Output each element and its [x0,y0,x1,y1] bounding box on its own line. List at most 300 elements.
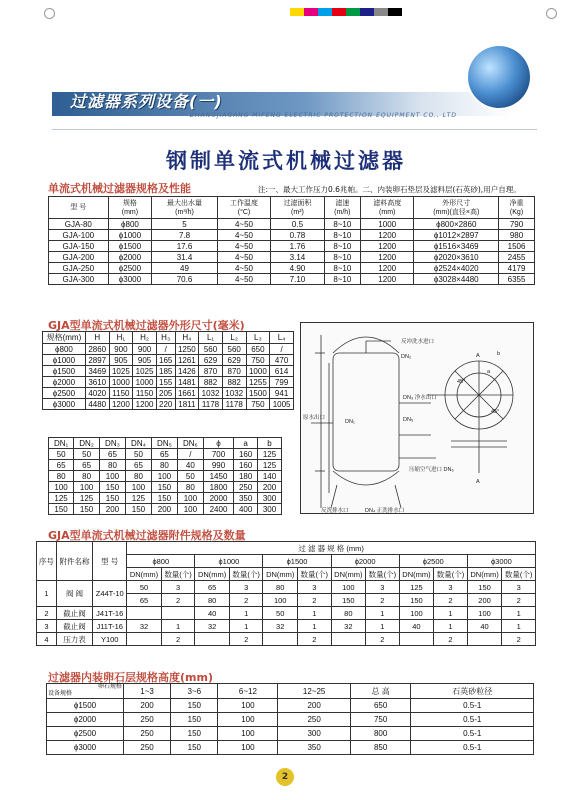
table-cell: 50 [49,449,74,460]
table-cell: 150 [49,504,74,515]
table-cell: 200 [258,482,282,493]
table-cell: 3469 [85,366,109,377]
section-title-specs: 单流式机械过滤器规格及性能 [48,182,191,195]
table-cell: 700 [203,449,233,460]
table-cell: 50 [177,471,203,482]
table-cell: 规格(mm) [43,332,86,344]
table-cell: 最大出水量 (m³/h) [152,197,218,219]
table-cell [331,633,366,646]
table-cell: DN₃ [99,438,125,449]
table-cell: 1200 [360,252,413,263]
table-cell: 100 [151,471,177,482]
filter-diagram [300,322,534,514]
table-row [49,230,535,241]
table-cell: 350 [278,741,351,755]
table-cell: 40 [399,620,434,633]
table-cell: 1 [502,620,536,633]
table-cell: 1 [229,620,263,633]
table-cell: ϕ1000 [43,355,86,366]
table-cell: 50 [263,607,298,620]
table-cell: 1000 [109,377,133,388]
table-cell: 150 [125,504,151,515]
table-cell: H₄ [175,332,199,344]
table-cell: DN₂ [74,438,100,449]
table-cell: ϕ3000 [108,274,152,285]
table-cell: 100 [399,607,434,620]
table-row [49,274,535,285]
table-cell: DN₄ [125,438,151,449]
diagram-label-b: b [497,351,501,357]
table-cell: ϕ1500 [47,699,124,713]
table-cell: ϕ2500 [43,388,86,399]
table-cell: a [234,438,258,449]
table-cell: 150 [171,713,218,727]
table-cell: L₁ [199,332,223,344]
table-cell: H₃ [156,332,175,344]
table-cell: ϕ800×2860 [414,219,499,230]
table-cell: 100 [218,741,278,755]
table-row [49,263,535,274]
table-cell: ϕ3000 [467,555,535,568]
table-cell: 470 [270,355,294,366]
table-cell: 49 [152,263,218,274]
table-cell: Y100 [93,633,127,646]
table-cell: 650 [246,344,270,355]
table-cell: 1025 [133,366,157,377]
table-cell: 980 [499,230,535,241]
table-cell: 外形尺寸 (mm)(直径×高) [414,197,499,219]
table-cell: 80 [331,607,366,620]
table-cell: 1250 [175,344,199,355]
table-cell: 3 [502,581,536,594]
table-cell: ϕ800 [127,555,195,568]
table-cell: 1800 [203,482,233,493]
table-cell: 205 [156,388,175,399]
table-cell: 150 [151,493,177,504]
table-cell: GJA-150 [49,241,109,252]
table-cell: DN(mm) [263,568,298,581]
table-cell: ϕ2020×3610 [414,252,499,263]
diagram-label-dn1: DN₁ [345,419,355,425]
table-cell: L₄ [270,332,294,344]
table-cell: 压力表 [56,633,92,646]
section-title-dimensions: GJA型单流式机械过滤器外形尺寸(毫米) [48,319,245,332]
table-cell: ϕ1000 [108,230,152,241]
table-cell: 1255 [246,377,270,388]
table-cell: 250 [123,713,170,727]
table-row [49,482,282,493]
table-cell: 4 [37,633,57,646]
table-row [49,252,535,263]
diagram-label-a-bottom: A [476,479,480,485]
table-cell: 1811 [175,399,199,410]
table-row [49,449,282,460]
table-cell [263,633,298,646]
table-row [37,542,536,555]
table-cell: 阀 阀 [56,581,92,607]
table-cell: 8~10 [324,241,360,252]
table-cell: 6~12 [218,684,278,699]
diagram-label-air-inlet: 压缩空气进口 DN₆ [409,467,454,473]
table-cell: DN(mm) [467,568,502,581]
nozzle-table [48,437,282,515]
table-cell: ϕ800 [43,344,86,355]
table-cell: 1000 [246,366,270,377]
table-cell: 125 [399,581,434,594]
table-cell: 1200 [360,263,413,274]
table-cell: 附件名称 [56,542,92,581]
table-cell: 65 [74,460,100,471]
table-cell: 750 [246,399,270,410]
table-cell: 750 [246,355,270,366]
table-cell: 250 [234,482,258,493]
table-corner [47,684,124,699]
table-row [43,377,294,388]
table-cell: 80 [99,460,125,471]
table-cell: 185 [156,366,175,377]
table-row [49,460,282,471]
table-cell: 560 [199,344,223,355]
table-cell: DN₁ [49,438,74,449]
table-cell: 0.5-1 [411,727,534,741]
filter-drawing [301,323,535,515]
table-cell: 7.10 [271,274,324,285]
table-cell: 2860 [85,344,109,355]
table-cell: 1032 [222,388,246,399]
diagram-label-raw-water-outlet: 原水出口 [303,415,326,421]
table-row [49,471,282,482]
table-cell: 50 [74,449,100,460]
table-cell: 4~50 [217,274,270,285]
table-cell: 4~50 [217,219,270,230]
table-cell: 80 [49,471,74,482]
table-cell: 125 [258,449,282,460]
table-row [47,713,534,727]
table-cell: 80 [125,471,151,482]
table-cell: 250 [123,741,170,755]
table-cell: 100 [263,594,298,607]
table-cell: DN(mm) [127,568,162,581]
table-cell: DN₆ [177,438,203,449]
table-cell: 300 [258,504,282,515]
table-cell: ϕ2524×4020 [414,263,499,274]
table-cell: 990 [203,460,233,471]
table-cell: 32 [331,620,366,633]
table-cell: 1481 [175,377,199,388]
table-cell [161,607,195,620]
table-cell: 1 [297,607,331,620]
table-cell: 2 [229,633,263,646]
table-cell: 6355 [499,274,535,285]
table-row [43,388,294,399]
table-cell: 65 [49,460,74,471]
table-cell: 1150 [133,388,157,399]
table-cell: 4~50 [217,241,270,252]
table-cell: 1005 [270,399,294,410]
table-cell: DN(mm) [331,568,366,581]
table-cell: 40 [467,620,502,633]
table-cell: 180 [234,471,258,482]
table-cell: 石英砂粒径 [411,684,534,699]
table-cell: ϕ1516×3469 [414,241,499,252]
table-cell: ϕ [203,438,233,449]
table-cell: / [177,449,203,460]
specs-note: 注:一、最大工作压力0.6兆帕。二、内装卵石垫层及滤料层(石英砂),用户自理。 [258,185,521,194]
table-cell: 8~10 [324,252,360,263]
table-cell: 300 [258,493,282,504]
table-cell: 905 [133,355,157,366]
table-row [43,355,294,366]
table-cell: 工作温度 (°C) [217,197,270,219]
table-cell: 80 [177,482,203,493]
table-row [37,620,536,633]
diagram-label-clean-water-outlet: DN₃ 净水出口 [403,395,437,401]
table-row [43,332,294,344]
corner-bottom-label: 设备规格 [48,691,73,697]
table-cell: 1 [434,607,468,620]
table-row [37,607,536,620]
table-cell: 870 [199,366,223,377]
table-cell: 型 号 [93,542,127,581]
table-cell: 50 [125,449,151,460]
table-cell: 8~10 [324,230,360,241]
table-cell: GJA-300 [49,274,109,285]
table-cell: 型 号 [49,197,109,219]
table-cell: 65 [127,594,162,607]
table-row [49,219,535,230]
table-cell: 4.90 [271,263,324,274]
table-cell: 1 [366,620,400,633]
table-cell: 150 [171,727,218,741]
table-cell: 3 [37,620,57,633]
table-cell: 80 [74,471,100,482]
table-cell: 882 [222,377,246,388]
table-cell: 1200 [360,274,413,285]
table-cell: 2 [434,594,468,607]
table-cell: 65 [151,449,177,460]
table-cell: 1032 [199,388,223,399]
table-cell: 140 [258,471,282,482]
table-cell: 150 [99,493,125,504]
table-cell: 100 [177,493,203,504]
table-cell: 4~50 [217,252,270,263]
table-cell: 数量(个) [161,568,195,581]
page-title: 钢制单流式机械过滤器 [166,148,406,173]
gravel-table [46,683,534,755]
table-cell: 125 [258,460,282,471]
diagram-label-angle-2: 45° [491,409,500,415]
table-cell: 8~10 [324,219,360,230]
table-cell: 750 [350,713,411,727]
table-cell: 4~50 [217,263,270,274]
dimensions-table [42,331,294,410]
table-cell [127,607,162,620]
table-cell: 数量(个) [366,568,400,581]
table-cell: 100 [125,482,151,493]
table-cell: 1150 [109,388,133,399]
table-cell: ϕ3000 [47,741,124,755]
table-cell: 400 [234,504,258,515]
table-cell: 31.4 [152,252,218,263]
table-row [47,684,534,699]
table-cell: 100 [218,727,278,741]
table-cell: GJA-80 [49,219,109,230]
table-cell: 规格 (mm) [108,197,152,219]
table-cell: ϕ2000 [108,252,152,263]
table-cell: 870 [222,366,246,377]
table-cell: 净重 (Kg) [499,197,535,219]
table-cell: L₂ [222,332,246,344]
table-cell: 4020 [85,388,109,399]
table-row [43,399,294,410]
table-cell: 3 [297,581,331,594]
table-cell: 614 [270,366,294,377]
table-cell: 1 [297,620,331,633]
table-cell: 2897 [85,355,109,366]
table-cell: 850 [350,741,411,755]
table-cell: ϕ1500 [43,366,86,377]
table-cell: 1200 [360,241,413,252]
table-cell: ϕ2000 [43,377,86,388]
table-cell: 1426 [175,366,199,377]
table-cell: ϕ2500 [108,263,152,274]
table-cell: 65 [195,581,230,594]
table-cell: 100 [99,471,125,482]
table-cell: 0.5-1 [411,713,534,727]
table-cell: 2 [502,594,536,607]
table-cell: 2 [434,633,468,646]
table-cell: 0.78 [271,230,324,241]
table-cell: 799 [270,377,294,388]
table-cell: 165 [156,355,175,366]
table-row [37,633,536,646]
table-cell: 1450 [203,471,233,482]
table-cell: DN(mm) [195,568,230,581]
table-cell: 100 [49,482,74,493]
page-number: 2 [276,768,294,786]
table-cell: 2 [366,633,400,646]
table-cell: H₂ [133,332,157,344]
table-cell [195,633,230,646]
table-cell: 1200 [360,230,413,241]
table-cell: 1500 [246,388,270,399]
specs-table [48,196,535,285]
registration-mark [546,8,557,19]
table-cell: 350 [234,493,258,504]
table-cell: 2400 [203,504,233,515]
table-row [49,493,282,504]
table-cell: ϕ2500 [399,555,467,568]
diagram-label-a-small: a [487,369,491,375]
table-cell: 4480 [85,399,109,410]
diagram-label-rinse-drain: DN₄ 正洗排水口 [365,508,405,514]
table-cell: 155 [156,377,175,388]
table-cell: ϕ2000 [47,713,124,727]
banner-subtitle: ZHANGJIAGANG MIFENG ELECTRIC PROTECTION EQUIPMENT CO., LTD [190,112,457,119]
table-row [43,344,294,355]
table-cell: 1025 [109,366,133,377]
table-cell: 125 [125,493,151,504]
table-cell: 截止阀 [56,620,92,633]
table-cell: 序号 [37,542,57,581]
table-cell: 40 [177,460,203,471]
table-cell: 1 [434,620,468,633]
table-cell: 8~10 [324,274,360,285]
table-cell: 3 [366,581,400,594]
table-cell: 3610 [85,377,109,388]
table-cell: 2 [229,594,263,607]
diagram-label-dn5: DN₅ [403,417,414,423]
table-cell: 2 [502,633,536,646]
table-cell: 1506 [499,241,535,252]
table-cell: 1200 [133,399,157,410]
table-cell: 150 [467,581,502,594]
table-cell: 70.6 [152,274,218,285]
table-cell: GJA-250 [49,263,109,274]
table-cell: 1 [161,620,195,633]
table-cell: 0.5 [271,219,324,230]
table-row [49,504,282,515]
table-cell: b [258,438,282,449]
table-cell: 100 [331,581,366,594]
table-cell [127,633,162,646]
table-cell: 1.76 [271,241,324,252]
table-cell: 1 [37,581,57,607]
table-cell: 100 [74,482,100,493]
table-cell: 220 [156,399,175,410]
table-cell: 250 [278,713,351,727]
table-cell: J11T-16 [93,620,127,633]
diagram-label-backwash-drain: 反洗排水口 [321,508,349,514]
table-cell: 2455 [499,252,535,263]
table-cell: 100 [218,699,278,713]
table-cell: 150 [331,594,366,607]
table-cell: 160 [234,460,258,471]
table-cell: 150 [399,594,434,607]
table-cell: 200 [123,699,170,713]
table-cell: 2000 [203,493,233,504]
registration-mark [44,8,55,19]
table-cell: 数量(个) [229,568,263,581]
table-row [47,727,534,741]
table-cell: 300 [278,727,351,741]
table-cell: 滤速 (m/h) [324,197,360,219]
table-cell: 905 [109,355,133,366]
table-cell: 65 [125,460,151,471]
table-cell: GJA-200 [49,252,109,263]
banner-title: 过滤器系列设备(一) [70,92,223,111]
table-cell: 150 [99,482,125,493]
table-cell: 32 [263,620,298,633]
table-cell: 200 [151,504,177,515]
table-row [43,366,294,377]
table-cell: 滤料高度 (mm) [360,197,413,219]
table-row [49,241,535,252]
table-cell: 2 [161,594,195,607]
corner-top-label: 卵石规格 [97,684,122,690]
section-title-gravel: 过滤器内装卵石层规格高度(mm) [48,671,213,684]
table-row [47,699,534,713]
table-cell: 数量(个) [434,568,468,581]
table-cell: 3 [229,581,263,594]
table-cell: 数量(个) [297,568,331,581]
table-cell: DN(mm) [399,568,434,581]
table-cell: 650 [350,699,411,713]
table-cell: 过 滤 器 规 格 (mm) [127,542,536,555]
diagram-label-backwash-inlet: 反冲洗水进口 [401,339,435,345]
color-calibration-bar [290,8,402,16]
table-cell: 790 [499,219,535,230]
